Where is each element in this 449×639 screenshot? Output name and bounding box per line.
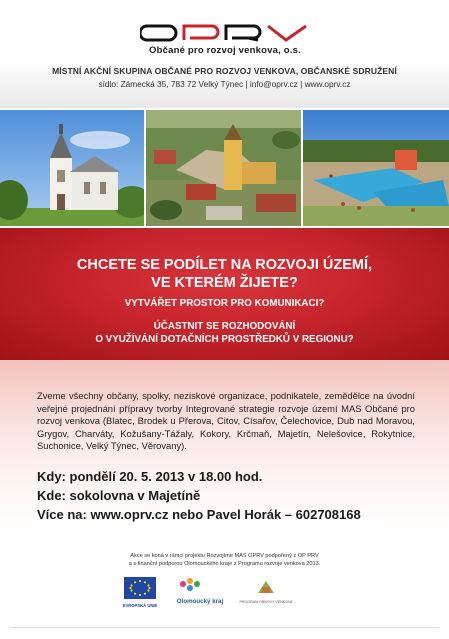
- organization-name: MÍSTNÍ AKČNÍ SKUPINA OBČANÉ PRO ROZVOJ VENKOVA, OBČANSKÉ SDRUŽENÍ: [52, 66, 397, 76]
- region-label: Olomoucký kraj: [176, 598, 224, 605]
- eu-label: EVROPSKÁ UNIE: [122, 603, 158, 608]
- organization-address: sídlo: Zámecká 35, 783 72 Velký Týnec | info@oprv.cz | www.oprv.cz: [98, 79, 351, 89]
- bottom-divider: [10, 627, 439, 628]
- sub-question-decision-line1: ÚČASTNIT SE ROZHODOVÁNÍ: [153, 321, 296, 332]
- aerial-village-photo: [146, 110, 301, 226]
- main-question-line2: VE KTERÉM ŽIJETE?: [151, 275, 298, 291]
- main-question-line1: CHCETE SE PODÍLET NA ROZVOJI ÚZEMÍ,: [76, 257, 373, 273]
- funding-note: [0, 553, 449, 568]
- funding-note-line2: a s finanční podporou Olomouckého kraje z Programu rozvoje venkova 2013.: [128, 560, 321, 567]
- main-question: [0, 256, 449, 292]
- sub-question-communication: VYTVÁŘET PROSTOR PRO KOMUNIKACI?: [124, 298, 325, 309]
- funding-note-line1: Akce se koná v rámci projektu Rozvojíme MAS OPRV podpořený z OP PRV: [130, 553, 319, 559]
- event-location: Kde: sokolovna v Majetíně: [37, 488, 201, 503]
- eu-logo: [123, 577, 158, 608]
- swimming-pool-photo: [303, 110, 449, 226]
- invitation-text: Zveme všechny občany, spolky, neziskové organizace, podnikatele, zemědělce na úvodní veřejné projednání přípravy tvorby Integrované strategie rozvoje území MAS Občané pro rozvoj venkova (Blatec, Brodek u Přerova, Citov, Císařov, Čelechovice, Dub nad Moravou, Grygov, Charváty, Kožušany-Tážaly, Kokory, Krčmaň, Majetín, Nelešovice, Rokytnice, Suchonice, Velký Týnec, Věrovany).: [37, 390, 415, 452]
- sub-question-decision: [0, 320, 449, 346]
- olomoucky-kraj-logo: [177, 578, 224, 605]
- church-photo: [0, 110, 144, 226]
- event-contact: Více na: www.oprv.cz nebo Pavel Horák – 602708168: [37, 507, 361, 522]
- sub-question-decision-line2: O VYUŽÍVÁNÍ DOTAČNÍCH PROSTŘEDKŮ V REGIONU?: [95, 334, 354, 345]
- event-info: [0, 360, 449, 530]
- program-obnovy-venkova-logo: [240, 581, 294, 604]
- program-label: PROGRAM OBNOVY VENKOVA: [239, 600, 293, 604]
- question-banner: [0, 228, 449, 360]
- event-date: Kdy: pondělí 20. 5. 2013 v 18.00 hod.: [37, 469, 263, 484]
- oprv-logo-wordmark: [140, 24, 310, 42]
- header: [0, 0, 449, 108]
- event-details: [37, 467, 427, 524]
- oprv-logo: [140, 24, 310, 58]
- sponsor-logos: [0, 575, 449, 615]
- logo-subtitle: Občané pro rozvoj venkova, o.s.: [149, 45, 301, 56]
- photo-strip: [0, 110, 449, 226]
